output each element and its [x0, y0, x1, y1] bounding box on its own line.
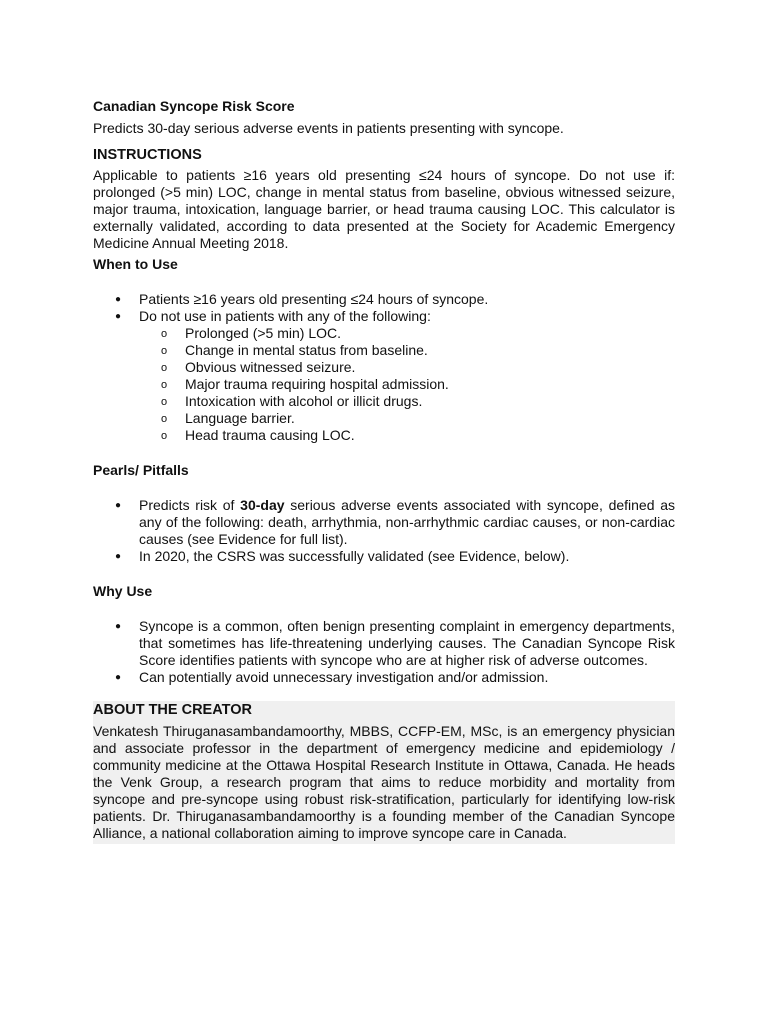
about-body: Venkatesh Thiruganasambandamoorthy, MBBS, CCFP-EM, MSc, is an emergency physician and associate professor in the department of emergency medicine and epidemiology / community medicine at the Ottawa Hospital Research Institute in Ottawa, Canada. He heads the Venk Group, a research program that aims to reduce morbidity and mortality from syncope and pre-syncope using robust risk-stratification, particularly for identifying low-risk patients. Dr. Thiruganasambandamoorthy is a founding member of the Canadian Syncope Alliance, a national collaboration aiming to improve syncope care in Canada. — [93, 723, 675, 841]
bullet-icon: ● — [115, 311, 122, 322]
list-item — [93, 291, 675, 308]
sub-list-item-text: Major trauma requiring hospital admission. — [185, 376, 449, 392]
sub-bullet-icon: o — [161, 396, 168, 408]
instructions-body: Applicable to patients ≥16 years old presenting ≤24 hours of syncope. Do not use if: prolonged (>5 min) LOC, change in mental status from baseline, obvious witnessed seizure, major trauma, intoxication, language barrier, or head trauma causing LOC. This calculator is externally validated, according to data presented at the Society for Academic Emergency Medicine Annual Meeting 2018. — [93, 167, 675, 251]
sub-bullet-icon: o — [161, 413, 168, 425]
sub-bullet-icon: o — [161, 430, 168, 442]
sub-list-item-text: Obvious witnessed seizure. — [185, 359, 356, 375]
page-title: Canadian Syncope Risk Score — [93, 98, 295, 114]
about-heading: ABOUT THE CREATOR — [93, 702, 252, 718]
when-to-use-list — [93, 291, 675, 444]
list-item — [93, 618, 675, 669]
sub-list-item — [139, 410, 675, 427]
sub-list-item-text: Prolonged (>5 min) LOC. — [185, 325, 342, 341]
sub-list-item — [139, 427, 675, 444]
sub-list-item-text: Head trauma causing LOC. — [185, 427, 355, 443]
sub-list-item-text: Change in mental status from baseline. — [185, 342, 428, 358]
sub-bullet-icon: o — [161, 362, 168, 374]
pearls-heading: Pearls/ Pitfalls — [93, 462, 189, 478]
list-item-text: Do not use in patients with any of the following: — [139, 308, 431, 324]
sub-list-item-text: Language barrier. — [185, 410, 295, 426]
sub-list-item — [139, 376, 675, 393]
sub-list-item — [139, 393, 675, 410]
list-item — [93, 497, 675, 548]
emphasis-30-day: 30-day — [240, 497, 285, 513]
list-item-text-post: serious adverse events associated with syncope, defined as any of the following: death, arrhythmia, non-arrhythmic cardiac causes, or non-cardiac causes (see Evidence for full list). — [139, 497, 675, 547]
bullet-icon: ● — [115, 551, 122, 562]
list-item — [93, 669, 675, 686]
sub-list-item — [139, 342, 675, 359]
sub-list-item — [139, 359, 675, 376]
pearls-list — [93, 497, 675, 565]
sub-list-item-text: Intoxication with alcohol or illicit drugs. — [185, 393, 423, 409]
list-item-text: Can potentially avoid unnecessary investigation and/or admission. — [139, 669, 549, 685]
document-body — [93, 98, 675, 844]
bullet-icon: ● — [115, 294, 122, 305]
bullet-icon: ● — [115, 621, 122, 632]
list-item-text: Syncope is a common, often benign presenting complaint in emergency departments, that sometimes has life-threatening underlying causes. The Canadian Syncope Risk Score identifies patients with syncope who are at higher risk of adverse outcomes. — [139, 618, 675, 668]
sub-list-item — [139, 325, 675, 342]
list-item-text: In 2020, the CSRS was successfully validated (see Evidence, below). — [139, 548, 570, 564]
when-to-use-heading: When to Use — [93, 256, 178, 272]
page-subtitle: Predicts 30-day serious adverse events in patients presenting with syncope. — [93, 120, 564, 136]
exclusion-sublist — [139, 325, 675, 444]
bullet-icon: ● — [115, 500, 122, 511]
bullet-icon: ● — [115, 672, 122, 683]
about-creator-section — [93, 701, 675, 844]
list-item — [93, 548, 675, 565]
instructions-heading: INSTRUCTIONS — [93, 147, 202, 163]
sub-bullet-icon: o — [161, 328, 168, 340]
list-item-text-pre: Predicts risk of — [139, 497, 241, 513]
sub-bullet-icon: o — [161, 379, 168, 391]
why-use-heading: Why Use — [93, 583, 153, 599]
why-use-list — [93, 618, 675, 686]
list-item — [93, 308, 675, 444]
sub-bullet-icon: o — [161, 345, 168, 357]
list-item-text: Patients ≥16 years old presenting ≤24 hours of syncope. — [139, 291, 489, 307]
